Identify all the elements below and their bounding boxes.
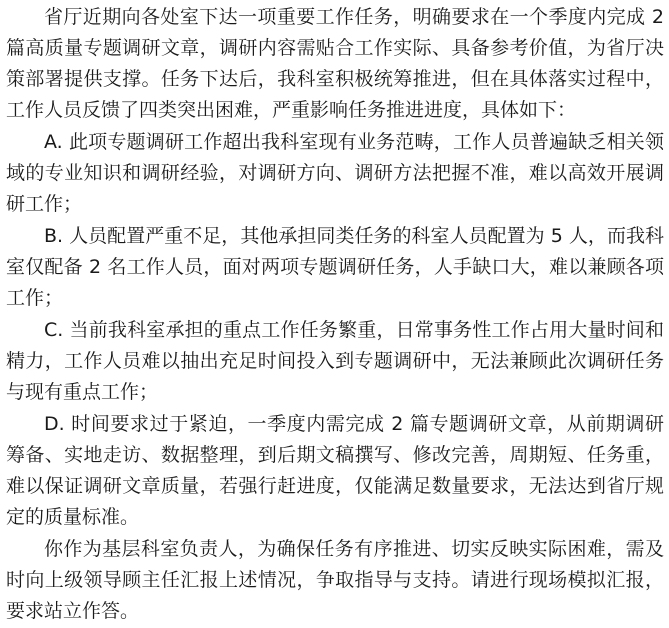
intro-paragraph: 省厅近期向各处室下达一项重要工作任务，明确要求在一个季度内完成 2 篇高质量专题调研文章，调研内容需贴合工作实际、具备参考价值，为省厅决策部署提供支撑。任务下达后，我科室积极统筹推进，但在具体落实过程中，工作人员反馈了四类突出困难，严重影响任务推进进度，具体如下： [6, 6, 664, 121]
document-body [6, 2, 664, 628]
task-instruction-paragraph: 你作为基层科室负责人，为确保任务有序推进、切实反映实际困难，需及时向上级领导顾主任汇报上述情况，争取指导与支持。请进行现场模拟汇报，要求站立作答。 [6, 538, 664, 622]
difficulty-c-paragraph: C. 当前我科室承担的重点工作任务繁重，日常事务性工作占用大量时间和精力，工作人员难以抽出充足时间投入到专题调研中，无法兼顾此次调研任务与现有重点工作； [6, 319, 664, 403]
difficulty-b-paragraph: B. 人员配置严重不足，其他承担同类任务的科室人员配置为 5 人，而我科室仅配备 2 名工作人员，面对两项专题调研任务，人手缺口大，难以兼顾各项工作； [6, 225, 664, 309]
difficulty-d-paragraph: D. 时间要求过于紧迫，一季度内需完成 2 篇专题调研文章，从前期调研筹备、实地走访、数据整理，到后期文稿撰写、修改完善，周期短、任务重，难以保证调研文章质量，若强行赶进度，仅能满足数量要求，无法达到省厅规定的质量标准。 [6, 413, 664, 528]
difficulty-a-paragraph: A. 此项专题调研工作超出我科室现有业务范畴，工作人员普遍缺乏相关领域的专业知识和调研经验，对调研方向、调研方法把握不准，难以高效开展调研工作； [6, 131, 664, 215]
